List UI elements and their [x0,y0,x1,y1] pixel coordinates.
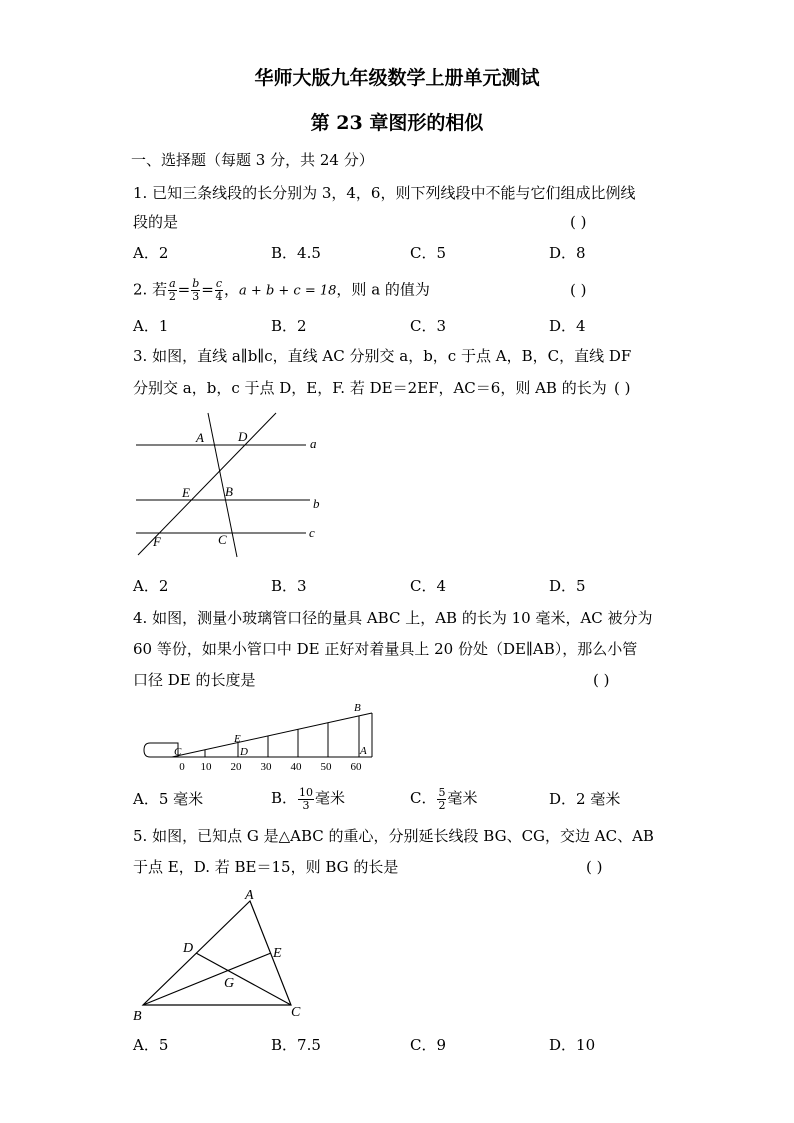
q3-option-c[interactable]: C．4 [410,577,447,595]
q3-label-c-point: C [218,532,227,547]
q3-label-line-a: a [310,436,317,451]
q3-label-a-point: A [196,430,204,445]
glass-tube [144,743,178,757]
q2-fraction-a: $\frac{a}{2}$ [168,277,176,303]
segment-be [143,953,271,1005]
q5-label-a: A [245,888,254,903]
q3-option-d[interactable]: D．5 [549,577,586,595]
section-heading: 一、选择题（每题 3 分，共 24 分） [131,151,374,169]
q2-fraction-c: $\frac{c}{4}$ [215,277,223,303]
q5-answer-paren: ( ) [586,858,603,876]
tick-label-10: 10 [200,761,212,773]
q4-label-e: E [234,733,241,745]
q2-option-c[interactable]: C．3 [410,317,447,335]
q1-option-c[interactable]: C．5 [410,244,447,262]
q3-label-f-point: F [153,534,161,549]
q4-label-c: C [174,746,182,758]
q5-label-g: G [224,976,235,991]
q3-label-line-c: c [309,525,315,540]
q5-label-b: B [133,1009,142,1024]
q5-option-b[interactable]: B．7.5 [271,1036,321,1054]
ruler-edge-cb [172,713,372,757]
q4-text-line2: 60 等份，如果小管口中 DE 正好对着量具上 20 份处（DE∥AB），那么小管 [133,640,638,658]
q5-option-a[interactable]: A．5 [133,1036,169,1054]
q3-text-line1: 3. 如图，直线 a∥b∥c，直线 AC 分别交 a，b，c 于点 A，B，C，直线 DF [133,347,632,365]
q1-text-line1: 1. 已知三条线段的长分别为 3，4，6，则下列线段中不能与它们组成比例线 [133,184,636,202]
q4-label-b: B [354,702,361,714]
q3-answer-paren: ( ) [614,379,631,397]
tick-label-60: 60 [350,761,362,773]
q4-text-line3: 口径 DE 的长度是 [133,671,256,689]
q4-option-b[interactable]: B． $\frac{10}{3}$ 毫米 [271,785,346,812]
tick-label-20: 20 [230,761,242,773]
q3-label-d-point: D [238,429,248,444]
q2-tail: ，则 a 的值为 [336,280,430,299]
tick-label-0: 0 [179,761,185,773]
q5-text-line2: 于点 E，D. 若 BE＝15，则 BG 的长是 [133,858,399,876]
q4-option-c[interactable]: C． $\frac{5}{2}$ 毫米 [410,785,478,812]
q3-parallel-lines-figure [128,405,338,565]
q3-option-a[interactable]: A．2 [133,577,169,595]
tick-label-50: 50 [320,761,332,773]
q2-option-b[interactable]: B．2 [271,317,307,335]
q2-text: 2. 若 $\frac{a}{2}$ = $\frac{b}{3}$ = $\frac{c}{4}$ ，a + b + c = 18，则 a 的值为 [133,277,430,303]
q1-answer-paren: ( ) [570,213,587,231]
q4-label-a: A [360,745,367,757]
page-title: 华师大版九年级数学上册单元测试 [254,67,540,89]
q4-text-line1: 4. 如图，测量小玻璃管口径的量具 ABC 上，AB 的长为 10 毫米，AC 被分为 [133,609,653,627]
q4-option-a[interactable]: A．5 毫米 [133,790,204,808]
q1-text-line2: 段的是 [133,213,179,231]
q1-option-a[interactable]: A．2 [133,244,169,262]
q3-label-e-point: E [182,485,190,500]
q2-answer-paren: ( ) [570,281,587,299]
tick-label-30: 30 [260,761,272,773]
q5-text-line1: 5. 如图，已知点 G 是△ABC 的重心，分别延长线段 BG、CG，交边 AC、AB [133,827,654,845]
q3-text-line2: 分别交 a，b，c 于点 D，E，F. 若 DE＝2EF，AC＝6，则 AB 的长为 [133,379,607,397]
q3-label-b-point: B [225,484,233,499]
q4-label-d: D [240,746,248,758]
q2-option-a[interactable]: A．1 [133,317,169,335]
q2-prefix: 2. 若 [133,280,168,299]
q5-label-c: C [291,1005,301,1020]
tick-label-40: 40 [290,761,302,773]
triangle-abc [143,901,291,1005]
q5-label-e: E [273,946,282,961]
q2-option-d[interactable]: D．4 [549,317,586,335]
q5-label-d: D [183,941,194,956]
q4-option-d[interactable]: D．2 毫米 [549,790,621,808]
q5-option-d[interactable]: D．10 [549,1036,596,1054]
q2-fraction-b: $\frac{b}{3}$ [192,277,200,303]
q5-option-c[interactable]: C．9 [410,1036,447,1054]
q2-condition: a + b + c = 18 [239,283,337,299]
chapter-title: 第 23 章图形的相似 [310,112,484,134]
q1-option-d[interactable]: D．8 [549,244,586,262]
q4-answer-paren: ( ) [593,671,610,689]
q4-measuring-tool-figure [138,698,383,778]
q3-option-b[interactable]: B．3 [271,577,307,595]
q1-option-b[interactable]: B．4.5 [271,244,321,262]
q3-label-line-b: b [313,496,320,511]
q5-triangle-figure [128,883,318,1025]
